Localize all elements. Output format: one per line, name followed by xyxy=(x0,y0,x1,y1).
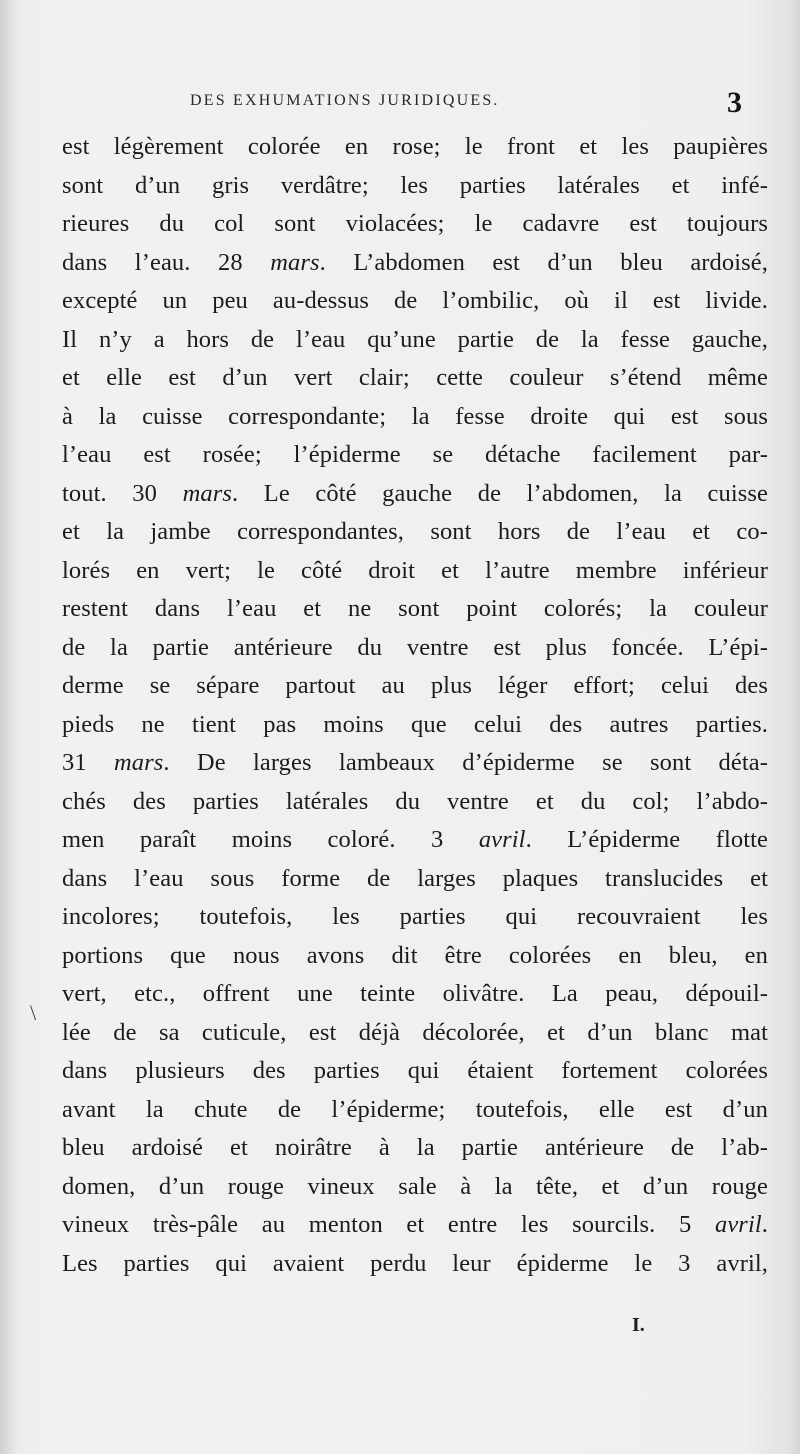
text-line: Il n’y a hors de l’eau qu’une partie de la fesse gauche, xyxy=(62,325,768,353)
text-line: vert, etc., offrent une teinte olivâtre. La peau, dépouil- xyxy=(62,980,768,1007)
text-line: bleu ardoisé et noirâtre à la partie antérieure de l’ab- xyxy=(62,1134,768,1161)
text-line: avant la chute de l’épiderme; toutefois, elle est d’un xyxy=(62,1095,768,1123)
text-line: lorés en vert; le côté droit et l’autre membre inférieur xyxy=(62,556,768,584)
text-line: restent dans l’eau et ne sont point colorés; la couleur xyxy=(62,595,768,622)
text-line: rieures du col sont violacées; le cadavre est toujours xyxy=(62,210,768,237)
text-line: derme se sépare partout au plus léger effort; celui des xyxy=(62,672,768,699)
text-line: Les parties qui avaient perdu leur épiderme le 3 avril, xyxy=(62,1249,768,1277)
running-head xyxy=(0,86,800,120)
text-line: est légèrement colorée en rose; le front et les paupières xyxy=(62,133,768,160)
text-line: domen, d’un rouge vineux sale à la tête, et d’un rouge xyxy=(62,1172,768,1200)
text-line: pieds ne tient pas moins que celui des autres parties. xyxy=(62,710,768,738)
text-line: dans plusieurs des parties qui étaient fortement colorées xyxy=(62,1057,768,1084)
text-line: portions que nous avons dit être colorées en bleu, en xyxy=(62,941,768,969)
text-line: 31 mars. De larges lambeaux d’épiderme se sont déta- xyxy=(62,749,768,776)
text-line: à la cuisse correspondante; la fesse droite qui est sous xyxy=(62,402,768,430)
text-line: tout. 30 mars. Le côté gauche de l’abdomen, la cuisse xyxy=(62,479,768,507)
margin-mark: \ xyxy=(30,1000,37,1025)
text-line: men paraît moins coloré. 3 avril. L’épiderme flotte xyxy=(62,826,768,853)
running-title: DES EXHUMATIONS JURIDIQUES. xyxy=(190,92,500,109)
text-line: incolores; toutefois, les parties qui recouvraient les xyxy=(62,903,768,930)
text-line: excepté un peu au-dessus de l’ombilic, où il est livide. xyxy=(62,287,768,314)
page-number: 3 xyxy=(727,86,742,119)
body-text xyxy=(62,128,768,1283)
text-line: et la jambe correspondantes, sont hors de l’eau et co- xyxy=(62,518,768,545)
signature-mark: I. xyxy=(632,1314,645,1336)
text-line: dans l’eau sous forme de larges plaques translucides et xyxy=(62,864,768,892)
text-line: sont d’un gris verdâtre; les parties latérales et infé- xyxy=(62,171,768,199)
text-line: dans l’eau. 28 mars. L’abdomen est d’un bleu ardoisé, xyxy=(62,248,768,276)
text-line: vineux très-pâle au menton et entre les sourcils. 5 avril. xyxy=(62,1211,768,1238)
text-line: lée de sa cuticule, est déjà décolorée, et d’un blanc mat xyxy=(62,1018,768,1046)
text-line: et elle est d’un vert clair; cette couleur s’étend même xyxy=(62,364,768,391)
text-line: chés des parties latérales du ventre et du col; l’abdo- xyxy=(62,787,768,815)
text-line: de la partie antérieure du ventre est plus foncée. L’épi- xyxy=(62,633,768,661)
text-line: l’eau est rosée; l’épiderme se détache facilement par- xyxy=(62,441,768,468)
